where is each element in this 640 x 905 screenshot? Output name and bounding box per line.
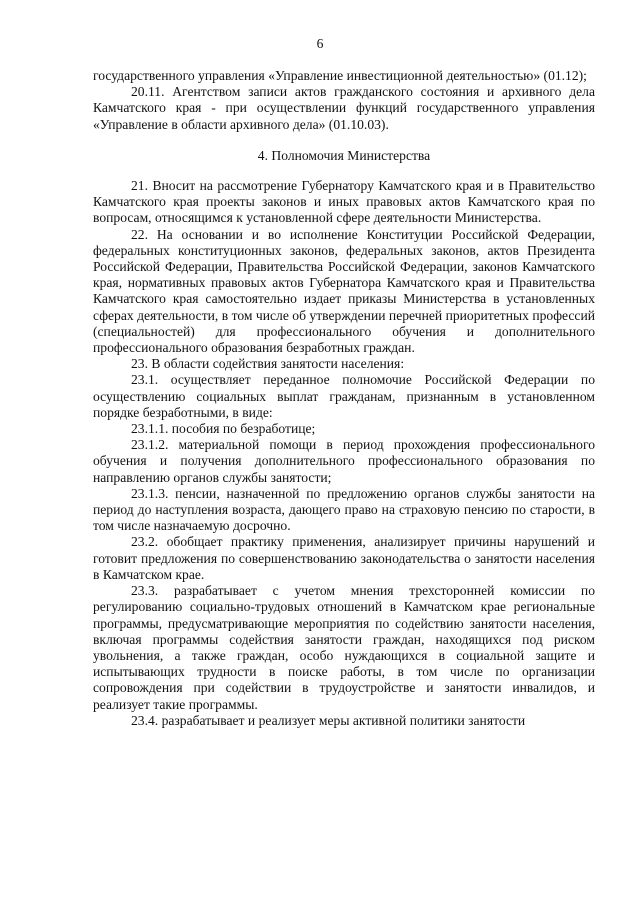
section-heading: 4. Полномочия Министерства: [257, 147, 431, 163]
paragraphs-before-heading: [93, 68, 595, 133]
paragraphs-after-heading: [93, 178, 595, 729]
paragraph: 23.1. осуществляет переданное полномочие Российской Федерации по осуществлению социальных выплат гражданам, признанным в установленном порядке безработными, в виде:: [93, 372, 595, 420]
paragraph: 23.1.1. пособия по безработице;: [131, 421, 316, 437]
paragraph: 23. В области содействия занятости населения:: [131, 356, 405, 372]
paragraph: 23.1.2. материальной помощи в период прохождения профессионального обучения и получения дополнительного профессионального образования по направлению органов службы занятости;: [93, 437, 595, 485]
paragraph: 23.4. разрабатывает и реализует меры активной политики занятости: [131, 712, 526, 728]
paragraph: 22. На основании и во исполнение Конституции Российской Федерации, федеральных конституционных законов, федеральных законов, актов Президента Российской Федерации, Правительства Российской Федерации, законов Камчатского края, нормативных правовых актов Губернатора Камчатского края и Правительства Камчатского края самостоятельно издает приказы Министерства в установленных сферах деятельности, в том числе об утверждении перечней приоритетных профессий (специальностей) для профессионального обучения и дополнительного профессионального образования безработных граждан.: [93, 226, 595, 356]
paragraph: 21. Вносит на рассмотрение Губернатору Камчатского края и в Правительство Камчатского края проекты законов и иных правовых актов Камчатского края по вопросам, относящимся к установленной сфере деятельности Министерства.: [93, 178, 595, 226]
paragraph: 23.2. обобщает практику применения, анализирует причины нарушений и готовит предложения по совершенствованию законодательства о занятости населения в Камчатском крае.: [93, 534, 595, 582]
paragraph: 20.11. Агентством записи актов гражданского состояния и архивного дела Камчатского края - при осуществлении функций государственного управления «Управление в области архивного дела» (01.10.03).: [93, 84, 595, 132]
page-number: 6: [316, 36, 324, 51]
document-body: [93, 68, 595, 729]
paragraph: 23.1.3. пенсии, назначенной по предложению органов службы занятости на период до наступления возраста, дающего право на страховую пенсию по старости, в том числе назначаемую досрочно.: [93, 485, 595, 534]
paragraph: государственного управления «Управление инвестиционной деятельностью» (01.12);: [93, 68, 587, 83]
paragraph: 23.3. разрабатывает с учетом мнения трехсторонней комиссии по регулированию социально-трудовых отношений в Камчатском крае региональные программы, предусматривающие мероприятия по содействию занятости населения, включая программы содействия занятости граждан, находящихся под риском увольнения, а также граждан, особо нуждающихся в социальной защите и испытывающих трудности в поиске работы, в том числе по организации сопровождения при содействии в трудоустройстве и занятости инвалидов, и реализует такие программы.: [93, 583, 595, 712]
